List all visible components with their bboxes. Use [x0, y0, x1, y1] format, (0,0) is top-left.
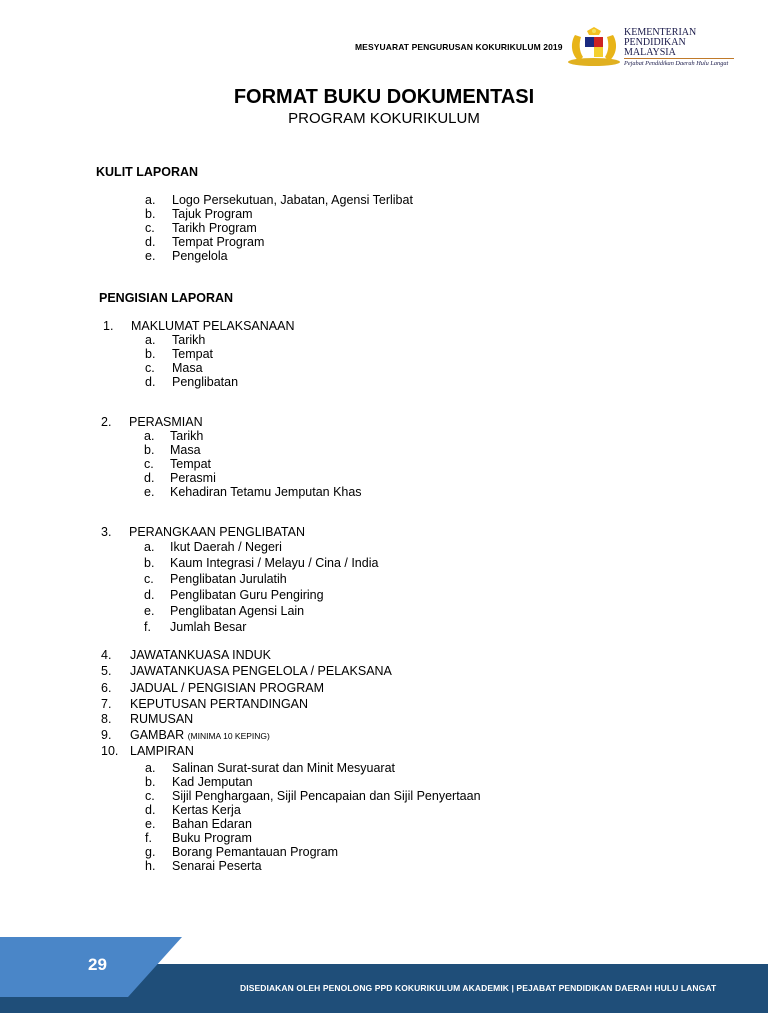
list-item: Penglibatan: [172, 375, 239, 389]
section-number: 6.: [101, 681, 112, 695]
section-number: 8.: [101, 712, 112, 726]
list-marker: c.: [145, 221, 155, 235]
list-item: Tempat: [172, 347, 213, 361]
ministry-subtitle: Pejabat Pendidikan Daerah Hulu Langat: [624, 60, 729, 67]
list-marker: g.: [145, 845, 156, 859]
list-item: LAMPIRAN: [130, 744, 194, 758]
list-marker: e.: [145, 249, 156, 263]
list-marker: d.: [144, 471, 155, 485]
ministry-line-1: KEMENTERIAN: [624, 27, 697, 38]
list-item: Tempat Program: [172, 235, 265, 249]
list-marker: d.: [145, 235, 156, 249]
list-item: Senarai Peserta: [172, 859, 262, 873]
list-item: Masa: [170, 443, 201, 457]
list-marker: b.: [145, 347, 156, 361]
section-number: 5.: [101, 664, 112, 678]
list-marker: e.: [144, 604, 155, 618]
list-item: JAWATANKUASA INDUK: [130, 648, 271, 662]
list-item: Logo Persekutuan, Jabatan, Agensi Terlibat: [172, 193, 413, 207]
malaysia-crest-logo: [565, 25, 623, 69]
list-item: JAWATANKUASA PENGELOLA / PELAKSANA: [130, 664, 392, 678]
ministry-rule: [624, 58, 734, 59]
ministry-name: [624, 28, 696, 58]
list-marker: a.: [144, 540, 155, 554]
list-item-gambar: [130, 728, 270, 742]
list-marker: d.: [145, 803, 156, 817]
list-marker: c.: [144, 457, 154, 471]
section-heading-kulit: KULIT LAPORAN: [96, 165, 199, 179]
list-marker: h.: [145, 859, 156, 873]
ministry-line-3: MALAYSIA: [624, 47, 676, 58]
section-number: 7.: [101, 697, 112, 711]
list-marker: c.: [145, 361, 155, 375]
list-item: Tarikh: [172, 333, 206, 347]
section-title-perasmian: PERASMIAN: [129, 415, 203, 429]
section-heading-pengisian: PENGISIAN LAPORAN: [99, 291, 234, 305]
list-item: Kehadiran Tetamu Jemputan Khas: [170, 485, 362, 499]
list-marker: f.: [145, 831, 152, 845]
section-number: 4.: [101, 648, 112, 662]
section-number: 1.: [103, 319, 114, 333]
list-marker: e.: [145, 817, 156, 831]
section-number: 9.: [101, 728, 112, 742]
list-item: Kertas Kerja: [172, 803, 241, 817]
list-marker: b.: [145, 207, 156, 221]
list-item: RUMUSAN: [130, 712, 194, 726]
gambar-label: GAMBAR: [130, 728, 185, 742]
document-title: FORMAT BUKU DOKUMENTASI: [233, 86, 535, 108]
list-item: Buku Program: [172, 831, 252, 845]
list-item: Tempat: [170, 457, 211, 471]
list-item: Tajuk Program: [172, 207, 253, 221]
section-number: 3.: [101, 525, 112, 539]
section-title-perangkaan: PERANGKAAN PENGLIBATAN: [129, 525, 305, 539]
list-marker: a.: [145, 333, 156, 347]
list-marker: a.: [145, 193, 156, 207]
list-marker: a.: [145, 761, 156, 775]
list-marker: d.: [145, 375, 156, 389]
list-item: Masa: [172, 361, 203, 375]
list-item: Kad Jemputan: [172, 775, 253, 789]
list-item: KEPUTUSAN PERTANDINGAN: [130, 697, 309, 711]
meeting-header: MESYUARAT PENGURUSAN KOKURIKULUM 2019: [355, 42, 563, 52]
list-item: JADUAL / PENGISIAN PROGRAM: [130, 681, 325, 695]
list-marker: b.: [144, 556, 155, 570]
footer-credit: DISEDIAKAN OLEH PENOLONG PPD KOKURIKULUM AKADEMIK | PEJABAT PENDIDIKAN DAERAH HULU LANGAT: [240, 983, 717, 993]
list-marker: c.: [144, 572, 154, 586]
list-item: Perasmi: [170, 471, 216, 485]
section-number: 10.: [101, 744, 119, 758]
ministry-line-2: PENDIDIKAN: [624, 37, 686, 48]
list-marker: e.: [144, 485, 155, 499]
list-item: Salinan Surat-surat dan Minit Mesyuarat: [172, 761, 396, 775]
list-item: Borang Pemantauan Program: [172, 845, 339, 859]
list-item: Penglibatan Jurulatih: [170, 572, 287, 586]
list-item: Penglibatan Agensi Lain: [170, 604, 305, 618]
list-item: Kaum Integrasi / Melayu / Cina / India: [170, 556, 379, 570]
list-item: Jumlah Besar: [170, 620, 247, 634]
list-item: Tarikh: [170, 429, 204, 443]
list-marker: f.: [144, 620, 151, 634]
list-marker: c.: [145, 789, 155, 803]
list-item: Pengelola: [172, 249, 228, 263]
list-marker: b.: [145, 775, 156, 789]
gambar-note: (MINIMA 10 KEPING): [187, 731, 270, 741]
section-number: 2.: [101, 415, 112, 429]
list-item: Sijil Penghargaan, Sijil Pencapaian dan Sijil Penyertaan: [172, 789, 481, 803]
list-marker: a.: [144, 429, 155, 443]
list-item: Bahan Edaran: [172, 817, 252, 831]
list-marker: b.: [144, 443, 155, 457]
section-title-maklumat: MAKLUMAT PELAKSANAAN: [131, 319, 295, 333]
list-item: Ikut Daerah / Negeri: [170, 540, 282, 554]
document-subtitle: PROGRAM KOKURIKULUM: [288, 110, 480, 127]
page-number: 29: [88, 955, 107, 974]
list-item: Penglibatan Guru Pengiring: [170, 588, 324, 602]
list-item: Tarikh Program: [172, 221, 257, 235]
list-marker: d.: [144, 588, 155, 602]
